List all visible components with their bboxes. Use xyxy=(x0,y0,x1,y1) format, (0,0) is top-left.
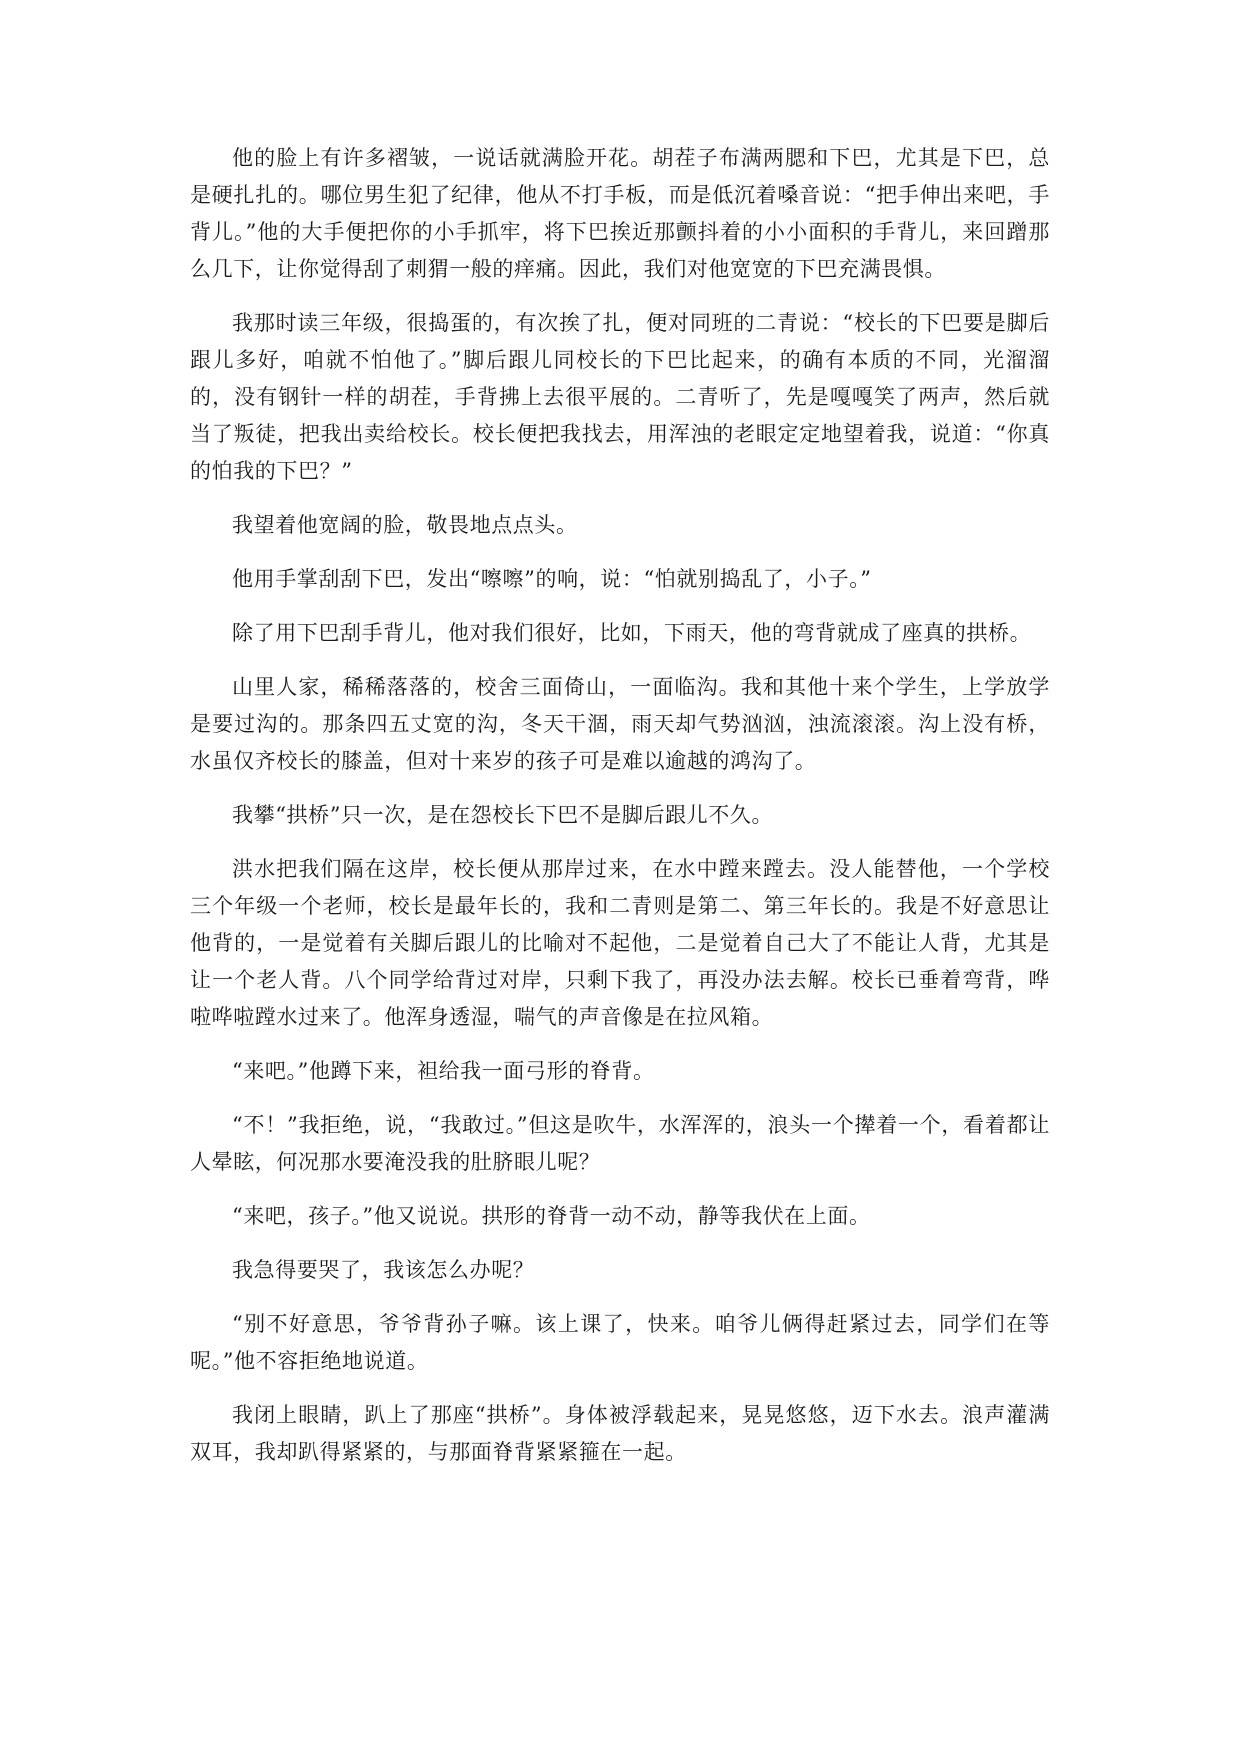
paragraph-6: 山里人家，稀稀落落的，校舍三面倚山，一面临沟。我和其他十来个学生，上学放学是要过沟的。那条四五丈宽的沟，冬天干涸，雨天却气势汹汹，浊流滚滚。沟上没有桥，水虽仅齐校长的膝盖，但对十来岁的孩子可是难以逾越的鸿沟了。 xyxy=(190,675,1050,773)
paragraph-10: “不！”我拒绝，说，“我敢过。”但这是吹牛，水浑浑的，浪头一个撵着一个，看着都让人晕眩，何况那水要淹没我的肚脐眼儿呢？ xyxy=(190,1113,1050,1174)
paragraph-7: 我攀“拱桥”只一次，是在怨校长下巴不是脚后跟儿不久。 xyxy=(232,803,774,827)
paragraph-9: “来吧。”他蹲下来，袒给我一面弓形的脊背。 xyxy=(232,1059,655,1083)
paragraph-13: “别不好意思，爷爷背孙子嘛。该上课了，快来。咱爷儿俩得赶紧过去，同学们在等呢。”他不容拒绝地说道。 xyxy=(190,1312,1050,1373)
paragraph-14: 我闭上眼睛，趴上了那座“拱桥”。身体被浮载起来，晃晃悠悠，迈下水去。浪声灌满双耳，我却趴得紧紧的，与那面脊背紧紧箍在一起。 xyxy=(190,1403,1050,1464)
paragraph-4: 他用手掌刮刮下巴，发出“嚓嚓”的响，说：“怕就别捣乱了，小子。” xyxy=(232,567,872,591)
paragraph-11: “来吧，孩子。”他又说说。拱形的脊背一动不动，静等我伏在上面。 xyxy=(232,1204,871,1228)
paragraph-2: 我那时读三年级，很捣蛋的，有次挨了扎，便对同班的二青说：“校长的下巴要是脚后跟儿多好，咱就不怕他了。”脚后跟儿同校长的下巴比起来，的确有本质的不同，光溜溜的，没有钢针一样的胡茬，手背拂上去很平展的。二青听了，先是嘎嘎笑了两声，然后就当了叛徒，把我出卖给校长。校长便把我找去，用浑浊的老眼定定地望着我，说道：“你真的怕我的下巴？” xyxy=(190,311,1050,483)
paragraph-12: 我急得要哭了，我该怎么办呢？ xyxy=(232,1258,535,1282)
paragraph-8: 洪水把我们隔在这岸，校长便从那岸过来，在水中蹚来蹚去。没人能替他，一个学校三个年级一个老师，校长是最年长的，我和二青则是第二、第三年长的。我是不好意思让他背的，一是觉着有关脚后跟儿的比喻对不起他，二是觉着自己大了不能让人背，尤其是让一个老人背。八个同学给背过对岸，只剩下我了，再没办法去解。校长已垂着弯背，哗啦哗啦蹚水过来了。他浑身透湿，喘气的声音像是在拉风箱。 xyxy=(190,857,1050,1029)
paragraph-1: 他的脸上有许多褶皱，一说话就满脸开花。胡茬子布满两腮和下巴，尤其是下巴，总是硬扎扎的。哪位男生犯了纪律，他从不打手板，而是低沉着嗓音说：“把手伸出来吧，手背儿。”他的大手便把你的小手抓牢，将下巴挨近那颤抖着的小小面积的手背儿，来回蹭那么几下，让你觉得刮了刺猬一般的痒痛。因此，我们对他宽宽的下巴充满畏惧。 xyxy=(190,146,1050,281)
paragraph-5: 除了用下巴刮手背儿，他对我们很好，比如，下雨天，他的弯背就成了座真的拱桥。 xyxy=(232,621,1032,645)
article-body xyxy=(190,140,1050,1488)
paragraph-3: 我望着他宽阔的脸，敬畏地点点头。 xyxy=(232,513,578,537)
